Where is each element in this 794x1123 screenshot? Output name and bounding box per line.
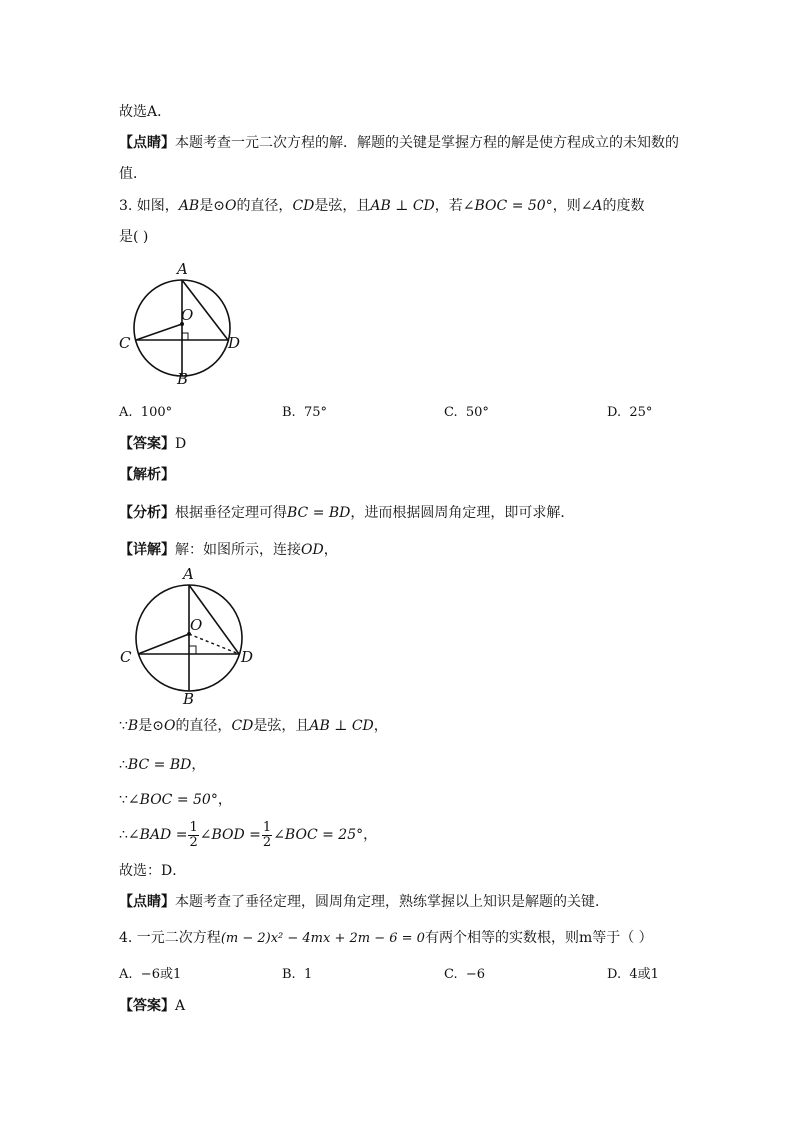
answer-value: A (175, 998, 186, 1014)
step-symbol: ∴ (119, 827, 128, 843)
question-3 (119, 196, 645, 216)
answer-line (119, 434, 186, 454)
label-b: B (183, 690, 195, 708)
step-math: O (163, 718, 176, 734)
option-value: 1 (303, 967, 313, 982)
step-math: ∠BAD = (127, 827, 188, 843)
q3-option-a (119, 403, 172, 423)
step-symbol: ∴ (119, 757, 128, 773)
answer-value: D (175, 436, 187, 452)
analysis-heading (119, 465, 175, 485)
remark-text-cont: 值． (119, 166, 147, 182)
option-value: −6或1 (140, 967, 182, 982)
q3-text-cont: 是( ) (119, 229, 149, 245)
q3-option-c (444, 403, 489, 423)
fraction-half (188, 821, 198, 850)
step-text: ， (217, 792, 232, 808)
q3-text: 是弦，且 (314, 198, 371, 214)
q4-text: 4. 一元二次方程 (119, 930, 221, 946)
label-a: A (177, 260, 188, 278)
q4-option-c (444, 965, 485, 985)
option-label: D. (607, 405, 622, 420)
xiangjie-text: ， (323, 542, 338, 558)
label-d: D (228, 334, 241, 352)
step-math: CD (231, 718, 254, 734)
step-symbol: ∵ (119, 792, 128, 808)
step-text: 是⊙ (138, 718, 164, 734)
fraction-numerator: 1 (262, 819, 272, 835)
q4-option-b (282, 965, 312, 985)
step-math: BC = BD (127, 757, 192, 773)
xiangjie-text: 解：如图所示，连接 (175, 542, 301, 558)
q3-math-cd: CD (292, 198, 315, 214)
option-label: D. (607, 967, 622, 982)
circle-figure-1 (110, 258, 250, 390)
answer-tag: 【答案】 (119, 998, 175, 1014)
option-value: 4或1 (629, 967, 659, 982)
answer-tag: 【答案】 (119, 436, 175, 452)
q3-text: 是⊙ (199, 198, 225, 214)
option-label: C. (444, 405, 458, 420)
remark-tag: 【点睛】 (119, 135, 175, 151)
option-value: 50° (465, 405, 489, 420)
fraction-denominator: 2 (262, 834, 272, 850)
right-angle-mark (182, 333, 188, 340)
q3-text: ，若 (434, 198, 463, 214)
q3-math-ab: AB (178, 198, 200, 214)
fraction-half (262, 821, 272, 850)
q4-text: 有两个相等的实数根，则m等于（ ） (424, 930, 653, 946)
label-c: C (119, 334, 131, 352)
answer-line-2 (119, 996, 185, 1016)
fraction-denominator: 2 (189, 834, 198, 850)
q3-option-b (282, 403, 327, 423)
step-math: ∠BOD = (199, 827, 261, 843)
segment-oc (138, 634, 189, 654)
label-a: A (183, 565, 194, 583)
final-choice-line (119, 861, 186, 881)
remark-line-2 (119, 892, 609, 912)
q3-text: 的度数 (602, 198, 645, 214)
question-3-cont (119, 227, 148, 247)
step-text: 是弦，且 (253, 718, 310, 734)
q3-math-o: O (224, 198, 237, 214)
label-d: D (241, 648, 254, 666)
option-label: C. (444, 967, 458, 982)
step-math: B (127, 718, 139, 734)
option-label: A. (119, 967, 133, 982)
step-text: 的直径， (175, 718, 232, 734)
remark-line-cont (119, 164, 147, 184)
solution-step-4 (119, 818, 377, 852)
step-math: ∠BOC = 50° (127, 792, 218, 808)
option-label: B. (282, 405, 296, 420)
q3-text: 的直径， (236, 198, 293, 214)
xiangjie-line (119, 540, 338, 560)
option-label: B. (282, 967, 296, 982)
label-b: B (177, 370, 189, 388)
fenxi-tag: 【分析】 (119, 505, 175, 521)
fenxi-text: 根据垂径定理可得 (175, 505, 287, 521)
solution-step-1 (119, 716, 388, 736)
q3-text: ，则 (552, 198, 581, 214)
q4-option-d (607, 965, 659, 985)
fenxi-line (119, 503, 574, 523)
conclusion-text: 故选A． (119, 104, 172, 120)
analysis-tag: 【解析】 (119, 467, 175, 483)
option-value: 100° (140, 405, 173, 420)
label-c: C (120, 648, 132, 666)
step-text: ， (363, 827, 378, 843)
option-value: 75° (303, 405, 327, 420)
fraction-numerator: 1 (189, 819, 198, 835)
label-o: O (190, 616, 203, 634)
remark-text: 本题考查了垂径定理，圆周角定理，熟练掌握以上知识是解题的关键． (175, 894, 609, 910)
xiangjie-tag: 【详解】 (119, 542, 175, 558)
q3-text: 3. 如图， (119, 198, 179, 214)
final-choice-text: 故选：D． (119, 863, 187, 879)
solution-step-3 (119, 790, 232, 810)
step-math: AB ⊥ CD (309, 718, 374, 734)
q3-math-angle-a: ∠A (580, 198, 603, 214)
remark-tag: 【点睛】 (119, 894, 175, 910)
label-o: O (181, 306, 194, 324)
remark-line (119, 133, 679, 153)
option-label: A. (119, 405, 133, 420)
remark-text: 本题考查一元二次方程的解．解题的关键是掌握方程的解是使方程成立的未知数的 (175, 135, 679, 151)
fenxi-text: ，进而根据圆周角定理，即可求解． (350, 505, 575, 521)
option-value: 25° (629, 405, 653, 420)
q3-math-angle: ∠BOC = 50° (462, 198, 553, 214)
solution-step-2 (119, 755, 205, 775)
circle-figure-2 (110, 564, 260, 708)
q4-equation: (m − 2)x² − 4mx + 2m − 6 = 0 (220, 931, 425, 946)
question-4 (119, 928, 653, 949)
q3-math-perp: AB ⊥ CD (370, 198, 435, 214)
fenxi-math: BC = BD (287, 505, 351, 521)
step-text: ， (373, 718, 388, 734)
q4-option-a (119, 965, 181, 985)
right-angle-mark (189, 646, 196, 654)
option-value: −6 (465, 967, 486, 982)
q3-option-d (607, 403, 652, 423)
segment-oc (136, 324, 182, 340)
xiangjie-math: OD (301, 542, 324, 558)
step-text: ， (191, 757, 206, 773)
step-math: ∠BOC = 25° (273, 827, 364, 843)
step-symbol: ∵ (119, 718, 128, 734)
conclusion-line (119, 102, 171, 122)
